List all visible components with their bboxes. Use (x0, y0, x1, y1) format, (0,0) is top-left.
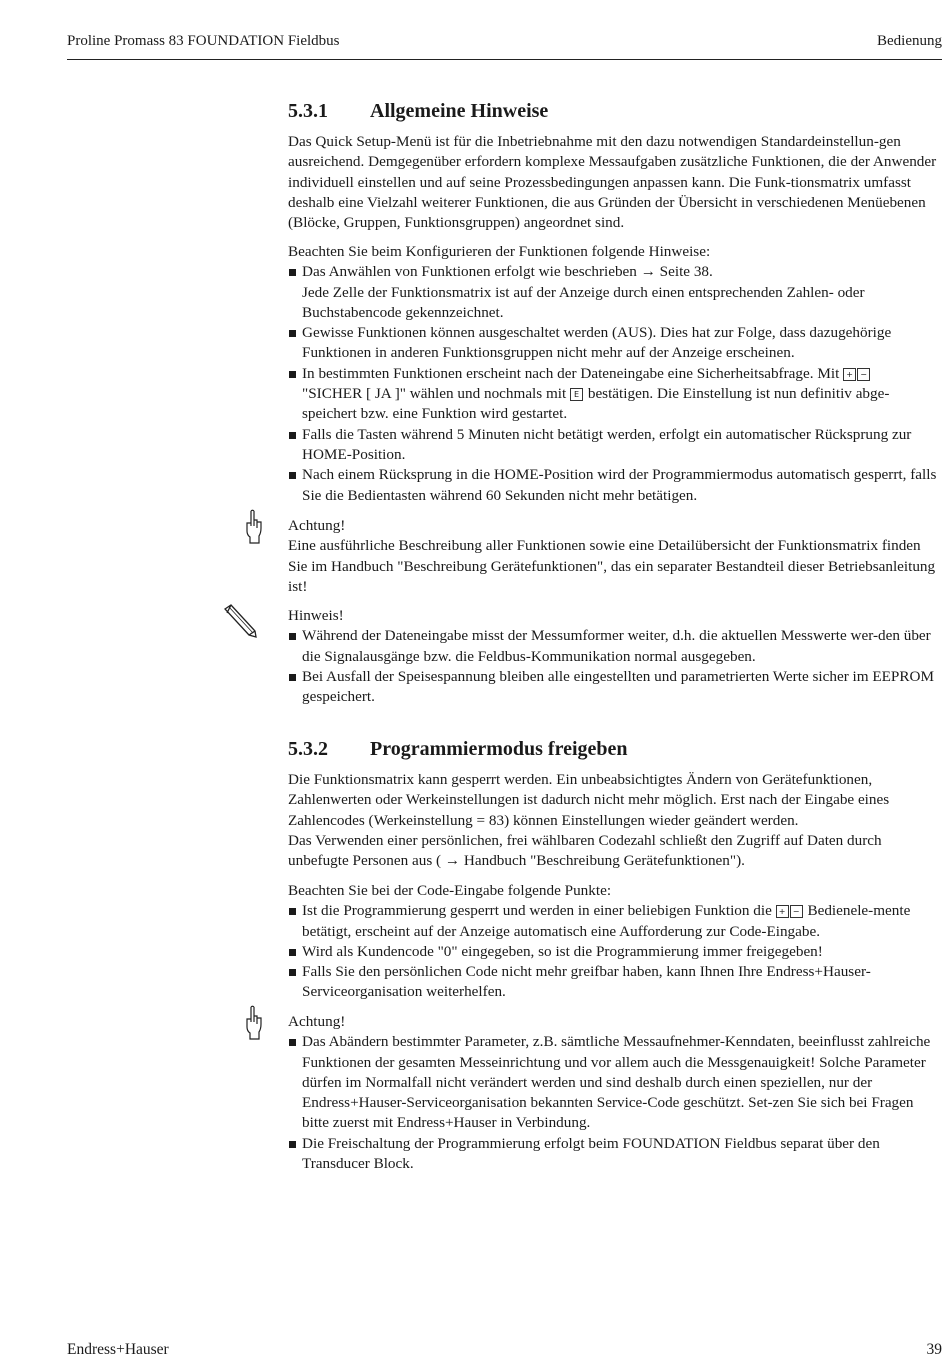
list-item-text: bestätigen. Die Einstellung ist nun definitiv abge-speichert bzw. eine Funktion wird gestartet. (302, 385, 890, 423)
caution-title: Achtung! (288, 517, 346, 534)
header-rule (67, 59, 942, 60)
caution-title: Achtung! (288, 1013, 346, 1030)
plus-key-icon: + (843, 368, 856, 381)
list-item: Falls Sie den persönlichen Code nicht mehr greifbar haben, kann Ihnen Ihre Endress+Hauser-Serviceorganisation weiterhelfen. (288, 962, 938, 1003)
section-532-intro (288, 770, 938, 871)
list-item: Gewisse Funktionen können ausgeschaltet werden (AUS). Dies hat zur Folge, dass dazugehörige Funktionen in anderen Funktionsgruppen nicht mehr auf der Anzeige erscheinen. (288, 323, 938, 364)
plus-key-icon: + (776, 905, 789, 918)
arrow-icon: → (640, 263, 656, 281)
section-title: Programmiermodus freigeben (370, 738, 628, 760)
intro-text: Das Verwenden einer persönlichen, frei wählbaren Codezahl schließt den Zugriff auf Daten durch unbefugte Personen aus ( (288, 831, 882, 870)
list-item: Während der Dateneingabe misst der Messumformer weiter, d.h. die aktuellen Messwerte wer-den über die Signalausgänge bzw. die Feldbus-Kommunikation normal ausgegeben. (288, 626, 938, 667)
points-lead: Beachten Sie bei der Code-Eingabe folgende Punkte: (288, 882, 612, 899)
caution-box-2 (288, 1012, 938, 1174)
minus-key-icon: − (790, 905, 803, 918)
pointing-hand-icon (243, 509, 263, 545)
caution-list (288, 1032, 938, 1174)
caution-text: Eine ausführliche Beschreibung aller Funktionen sowie eine Detailübersicht der Funktionsmatrix finden Sie im Handbuch "Beschreibung Gerätefunktionen", das ein separater Bestandteil dieser Betriebsanleitung ist! (288, 537, 936, 595)
list-item: Bei Ausfall der Speisespannung bleiben alle eingestellten und parametrierten Werte sicher im EEPROM gespeichert. (288, 667, 938, 708)
section-heading-531 (288, 99, 938, 123)
note-list (288, 626, 938, 707)
list-item-text: Bedienele-mente betätigt, erscheint auf der Anzeige automatisch eine Aufforderung zur Code-Eingabe. (302, 902, 911, 940)
hints-list (288, 262, 938, 506)
intro-paragraph (288, 831, 938, 872)
list-item (288, 262, 938, 323)
list-item: Wird als Kundencode "0" eingegeben, so ist die Programmierung immer freigegeben! (288, 942, 938, 962)
section-number: 5.3.2 (288, 738, 328, 760)
intro-text: Handbuch "Beschreibung Gerätefunktionen"). (463, 852, 745, 870)
hints-lead: Beachten Sie beim Konfigurieren der Funktionen folgende Hinweise: (288, 243, 711, 260)
note-box (288, 606, 938, 707)
list-item (288, 901, 938, 942)
list-item-text: Ist die Programmierung gesperrt und werden in einer beliebigen Funktion die (302, 902, 772, 920)
page-reference: Seite 38. (659, 263, 713, 281)
intro-paragraph: Die Funktionsmatrix kann gesperrt werden. Ein unbeabsichtigtes Ändern von Gerätefunktionen, Zahlenwerten oder Werkeinstellungen ist dadurch nicht mehr möglich. Erst nach der Eingabe eines Zahlencodes (Werkeinstellung = 83) können Einstellungen wieder geändert werden. (288, 771, 890, 829)
pointing-hand-icon (243, 1005, 263, 1041)
enter-key-icon: E (570, 388, 583, 401)
caution-box-1 (288, 516, 938, 597)
list-item-text: Das Anwählen von Funktionen erfolgt wie beschrieben (302, 263, 637, 281)
list-item-text: In bestimmten Funktionen erscheint nach der Dateneingabe eine Sicherheitsabfrage. Mit (302, 364, 840, 382)
note-title: Hinweis! (288, 607, 344, 624)
list-item-text: "SICHER [ JA ]" wählen und nochmals mit (302, 385, 567, 403)
running-header-title: Proline Promass 83 FOUNDATION Fieldbus (67, 33, 340, 49)
list-item-text: Jede Zelle der Funktionsmatrix ist auf der Anzeige durch einen entsprechenden Zahlen- oder Buchstabencode gekennzeichnet. (302, 283, 865, 321)
list-item: Nach einem Rücksprung in die HOME-Position wird der Programmiermodus automatisch gesperrt, falls Sie die Bedientasten während 60 Sekunden nicht mehr betätigen. (288, 465, 938, 506)
footer-company: Endress+Hauser (67, 1341, 169, 1358)
section-532-points (288, 881, 938, 1003)
section-title: Allgemeine Hinweise (370, 100, 549, 122)
list-item (288, 364, 938, 425)
arrow-icon: → (444, 852, 461, 870)
list-item: Falls die Tasten während 5 Minuten nicht betätigt werden, erfolgt ein automatischer Rücksprung zur HOME-Position. (288, 425, 938, 466)
pencil-icon (222, 603, 258, 639)
list-item: Die Freischaltung der Programmierung erfolgt beim FOUNDATION Fieldbus separat über den Transducer Block. (288, 1134, 938, 1175)
minus-key-icon: − (857, 368, 870, 381)
points-list (288, 901, 938, 1002)
section-number: 5.3.1 (288, 100, 328, 122)
list-item: Das Abändern bestimmter Parameter, z.B. sämtliche Messaufnehmer-Kenndaten, beeinflusst zahlreiche Funktionen der gesamten Messeinrichtung und vor allem auch die Messgenauigkeit! Solche Parameter dürfen im Normalfall nicht verändert werden und sind deshalb durch einen speziellen, nur der Endress+Hauser-Serviceorganisation bekannten Service-Code geschützt. Set-zen Sie sich bei Fragen bitte zuerst mit Endress+Hauser in Verbindung. (288, 1032, 938, 1133)
section-531-intro (288, 132, 938, 233)
intro-paragraph: Das Quick Setup-Menü ist für die Inbetriebnahme mit den dazu notwendigen Standardeinstellun-gen ausreichend. Demgegenüber erfordern komplexe Messaufgaben zusätzliche Funktionen, die der Anwender individuell einstellen und auf seine Prozessbedingungen anpassen kann. Die Funk-tionsmatrix umfasst deshalb eine Vielzahl weiterer Funktionen, die aus Gründen der Übersicht in verschiedenen Menüebenen (Blöcke, Gruppen, Funktionsgruppen) angeordnet sind. (288, 133, 937, 232)
section-531-hints (288, 242, 938, 506)
running-header-section: Bedienung (877, 33, 942, 49)
section-heading-532 (288, 737, 938, 761)
page-number: 39 (926, 1341, 942, 1358)
